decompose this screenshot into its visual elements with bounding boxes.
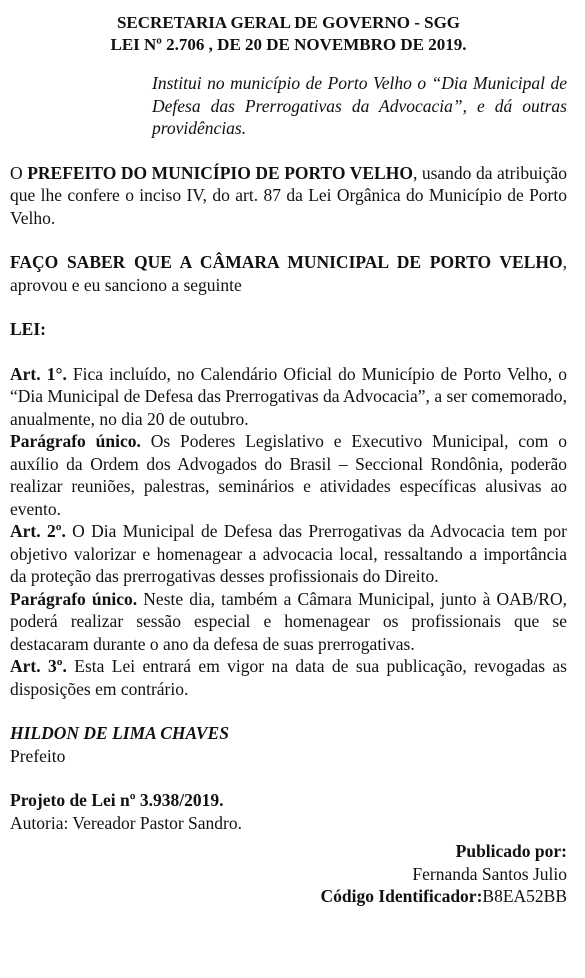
preamble-paragraph <box>10 162 567 230</box>
preamble-rest: , usando da atribuição que lhe confere o inciso IV, do art. 87 da Lei Orgânica do Município de Porto Velho. <box>10 162 567 228</box>
signatory-title: Prefeito <box>10 745 66 766</box>
paragraph-2-label: Parágrafo único. <box>10 588 138 609</box>
bill-author: Autoria: Vereador Pastor Sandro. <box>10 812 242 833</box>
article-3-label: Art. 3º. <box>10 656 67 676</box>
paragraph-1 <box>10 430 567 520</box>
identifier-code: B8EA52BB <box>482 886 567 906</box>
signatory-name: HILDON DE LIMA CHAVES <box>10 723 229 743</box>
lei-label: LEI: <box>10 319 46 339</box>
bill-info <box>10 789 567 834</box>
article-1-label: Art. 1°. <box>10 363 67 384</box>
document-header <box>10 12 567 56</box>
paragraph-1-label: Parágrafo único. <box>10 431 141 451</box>
header-law-title: LEI Nº 2.706 , DE 20 DE NOVEMBRO DE 2019. <box>110 35 467 54</box>
publisher-name: Fernanda Santos Julio <box>412 863 567 884</box>
faco-saber-bold: FAÇO SABER QUE A CÂMARA MUNICIPAL DE PORTO VELHO <box>10 252 563 272</box>
preamble-bold: PREFEITO DO MUNICÍPIO DE PORTO VELHO <box>27 162 413 183</box>
signature-block <box>10 722 567 767</box>
bill-number: Projeto de Lei nº 3.938/2019. <box>10 790 224 810</box>
article-2-label: Art. 2º. <box>10 521 66 541</box>
paragraph-1-text: Os Poderes Legislativo e Executivo Municipal, com o auxílio da Ordem dos Advogados do Brasil – Seccional Rondônia, poderão realizar reuniões, palestras, seminários e atividades específicas alusivas ao evento. <box>10 431 567 519</box>
article-3-text: Esta Lei entrará em vigor na data de sua publicação, revogadas as disposições em contrário. <box>10 656 567 699</box>
publication-block <box>10 840 567 908</box>
preamble-lead: O <box>10 162 28 183</box>
published-by-label: Publicado por: <box>455 841 567 861</box>
article-1-text: Fica incluído, no Calendário Oficial do Município de Porto Velho, o “Dia Municipal de Defesa das Prerrogativas da Advocacia”, a ser comemorado, anualmente, no dia 20 de outubro. <box>10 363 567 429</box>
paragraph-2 <box>10 588 567 656</box>
article-2-text: O Dia Municipal de Defesa das Prerrogativas da Advocacia tem por objetivo valorizar e homenagear a advocacia local, ressaltando a importância da proteção das prerrogativas desses profissionais do Direito. <box>10 521 567 586</box>
identifier-label: Código Identificador: <box>320 886 483 906</box>
faco-saber-paragraph <box>10 251 567 296</box>
law-summary: Institui no município de Porto Velho o “Dia Municipal de Defesa das Prerrogativas da Advocacia”, e dá outras providências. <box>152 73 567 138</box>
article-3 <box>10 655 567 700</box>
identifier-line <box>10 885 567 908</box>
faco-saber-rest: , aprovou e eu sanciono a seguinte <box>10 252 567 295</box>
article-2 <box>10 520 567 588</box>
header-secretaria: SECRETARIA GERAL DE GOVERNO - SGG <box>116 13 461 32</box>
paragraph-2-text: Neste dia, também a Câmara Municipal, junto à OAB/RO, poderá realizar sessão especial e homenagear os profissionais que se destacaram durante o ano da defesa de suas prerrogativas. <box>10 588 567 654</box>
article-1 <box>10 363 567 431</box>
